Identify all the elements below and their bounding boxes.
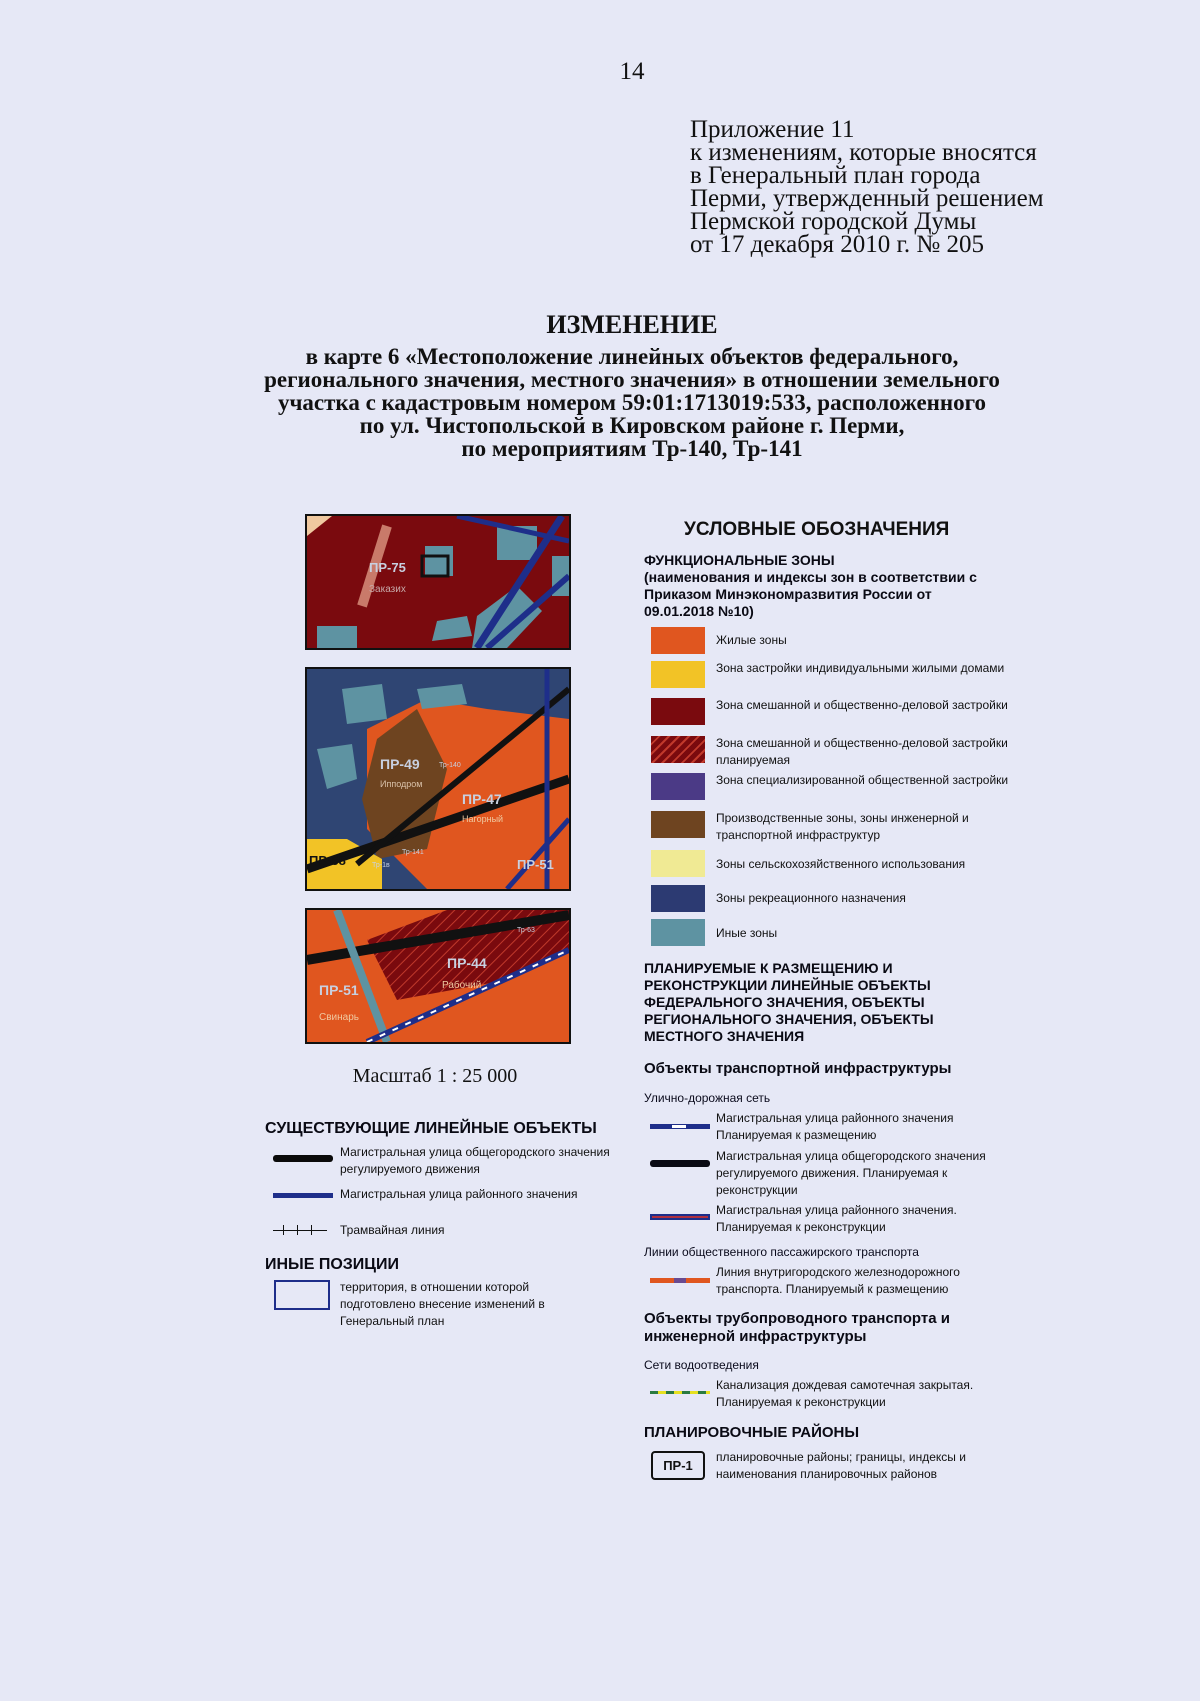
- legend-item-label: Трамвайная линия: [340, 1223, 445, 1237]
- map-scale: Масштаб 1 : 25 000: [352, 1065, 518, 1087]
- map-district-name: Заказих: [369, 584, 406, 595]
- map-district-name: Ипподром: [380, 779, 423, 789]
- subtitle-line: по ул. Чистопольской в Кировском районе г. Перми,: [359, 413, 905, 438]
- planned-objects-heading: ПЛАНИРУЕМЫЕ К РАЗМЕЩЕНИЮ И РЕКОНСТРУКЦИИ ЛИНЕЙНЫЕ ОБЪЕКТЫ ФЕДЕРАЛЬНОГО ЗНАЧЕНИЯ, ОБЪЕКТЫ РЕГИОНАЛЬНОГО ЗНАЧЕНИЯ, ОБЪЕКТЫ МЕСТНОГО ЗНАЧЕНИЯ: [644, 960, 934, 1044]
- legend-item-label: Канализация дождевая самотечная закрытая. Планируемая к реконструкции: [716, 1378, 974, 1409]
- public-transport-heading: Линии общественного пассажирского транспорта: [644, 1245, 919, 1259]
- map-district-label: ПР-58: [309, 853, 346, 868]
- subtitle-line: по мероприятиям Тр-140, Тр-141: [461, 436, 803, 461]
- map-fragment-2: [305, 667, 571, 891]
- citywide-street-line-icon: [273, 1155, 333, 1162]
- zone-label: Зона смешанной и общественно-деловой застройки планируемая: [716, 736, 1008, 767]
- map-district-label: ПР-49: [380, 756, 420, 772]
- legend-item-label: Магистральная улица районного значения Планируемая к размещению: [716, 1111, 954, 1142]
- zone-swatch-recreational: [651, 885, 705, 912]
- zone-label: Зоны рекреационного назначения: [716, 891, 906, 905]
- map-district-name: Рабочий: [442, 980, 482, 991]
- other-positions-heading: ИНЫЕ ПОЗИЦИИ: [265, 1256, 399, 1273]
- legend-item-label: территория, в отношении которой подготовлено внесение изменений в Генеральный план: [340, 1280, 545, 1328]
- street-network-heading: Улично-дорожная сеть: [644, 1091, 771, 1105]
- legend-item-label: Магистральная улица районного значения. Планируемая к реконструкции: [716, 1203, 957, 1234]
- map-district-label: ПР-47: [462, 791, 502, 807]
- districts-heading: ПЛАНИРОВОЧНЫЕ РАЙОНЫ: [644, 1424, 860, 1441]
- district-badge-icon: ПР-1: [651, 1451, 705, 1480]
- document-subtitle: [160, 345, 1104, 460]
- zone-swatch-individual: [651, 661, 705, 688]
- map-fragment-1: [305, 514, 571, 650]
- road-index-label: Тр-63: [517, 927, 535, 934]
- zone-swatch-other: [651, 919, 705, 946]
- zone-swatch-specialized: [651, 773, 705, 800]
- map-district-label: ПР-75: [369, 560, 406, 575]
- map-district-label: ПР-51: [517, 857, 554, 872]
- map-district-name: Нагорный: [462, 814, 504, 824]
- appendix-line: Приложение 11: [690, 116, 855, 143]
- road-index-label: Тр-140: [439, 762, 461, 769]
- map-district-name: Свинарь: [319, 1012, 359, 1023]
- zone-swatch-residential: [651, 627, 705, 654]
- zone-swatch-mixed: [651, 698, 705, 725]
- pipeline-heading: Объекты трубопроводного транспорта и инженерной инфраструктуры: [644, 1310, 950, 1345]
- reconstructed-citywide-street-icon: [650, 1160, 710, 1167]
- legend-item-label: Линия внутригородского железнодорожного транспорта. Планируемый к размещению: [716, 1265, 960, 1296]
- zone-label: Зона специализированной общественной застройки: [716, 773, 1009, 787]
- page-number: 14: [619, 58, 645, 85]
- existing-objects-heading: СУЩЕСТВУЮЩИЕ ЛИНЕЙНЫЕ ОБЪЕКТЫ: [265, 1120, 597, 1137]
- legend-item-label: Магистральная улица общегородского значения регулируемого движения. Планируемая к реконструкции: [716, 1149, 986, 1197]
- appendix-line: Пермской городской Думы: [690, 208, 977, 235]
- legend-title: УСЛОВНЫЕ ОБОЗНАЧЕНИЯ: [684, 519, 950, 540]
- road-index-label: Тр-1в: [372, 862, 390, 869]
- sewer-heading: Сети водоотведения: [644, 1358, 759, 1372]
- zone-label: Производственные зоны, зоны инженерной и транспортной инфраструктур: [716, 811, 969, 842]
- zones-subheading: (наименования и индексы зон в соответствии с Приказом Минэкономразвития России от 09.01.2018 №10): [644, 569, 977, 619]
- zone-label: Зоны сельскохозяйственного использования: [716, 857, 966, 871]
- document-title: ИЗМЕНЕНИЕ: [546, 310, 718, 339]
- zone-swatch-agricultural: [651, 850, 705, 877]
- legend-item-label: планировочные районы; границы, индексы и наименования планировочных районов: [716, 1450, 966, 1481]
- appendix-line: в Генеральный план города: [690, 162, 981, 189]
- legend-item-label: Магистральная улица районного значения: [340, 1187, 578, 1201]
- map-fragment-3: [305, 908, 571, 1044]
- legend-item-label: Магистральная улица общегородского значения регулируемого движения: [340, 1145, 610, 1176]
- rail-line-icon: [650, 1278, 710, 1283]
- zone-label: Зона застройки индивидуальными жилыми домами: [716, 661, 1005, 675]
- change-territory-icon: [274, 1280, 330, 1310]
- subtitle-line: участка с кадастровым номером 59:01:1713019:533, расположенного: [277, 390, 987, 415]
- appendix-line: Перми, утвержденный решением: [690, 185, 1044, 212]
- zone-swatch-industrial: [651, 811, 705, 838]
- map-district-label: ПР-51: [319, 982, 359, 998]
- zones-heading: ФУНКЦИОНАЛЬНЫЕ ЗОНЫ: [644, 552, 835, 568]
- transport-heading: Объекты транспортной инфраструктуры: [644, 1060, 952, 1077]
- appendix-line: к изменениям, которые вносятся: [690, 139, 1037, 166]
- zone-label: Жилые зоны: [716, 633, 787, 647]
- road-index-label: Тр-141: [402, 849, 424, 856]
- subtitle-line: регионального значения, местного значения» в отношении земельного: [264, 367, 1000, 392]
- district-street-line-icon: [273, 1193, 333, 1198]
- zone-label: Зона смешанной и общественно-деловой застройки: [716, 698, 1008, 712]
- zone-label: Иные зоны: [716, 926, 778, 940]
- tram-line-icon: [273, 1230, 327, 1231]
- subtitle-line: в карте 6 «Местоположение линейных объектов федерального,: [305, 344, 959, 369]
- appendix-note: [690, 118, 1044, 256]
- map-district-label: ПР-44: [447, 955, 487, 971]
- sewer-line-icon: [650, 1391, 710, 1394]
- zone-swatch-mixed-planned: [651, 736, 705, 763]
- appendix-line: от 17 декабря 2010 г. № 205: [690, 231, 985, 258]
